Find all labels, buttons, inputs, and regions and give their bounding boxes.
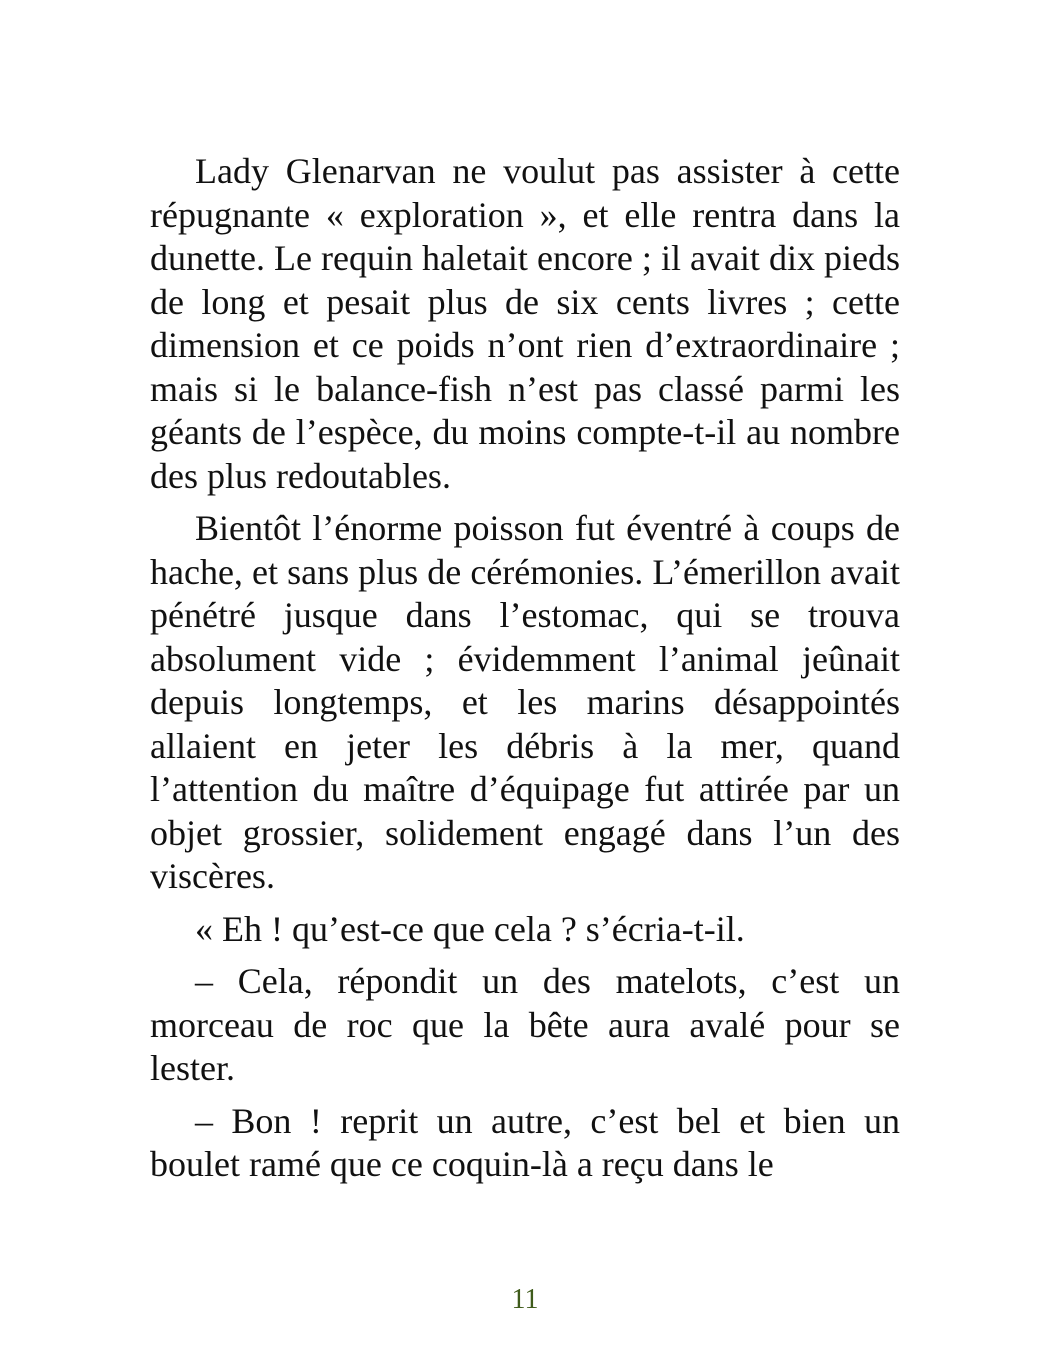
paragraph-boatswain-exclamation: « Eh ! qu’est-ce que cela ? s’écria-t-il. <box>195 908 745 949</box>
paragraph-shark-opened: Bientôt l’énorme poisson fut éventré à coups de hache, et sans plus de cérémonies. L’émerillon avait pénétré jusque dans l’estomac, qui se trouva absolument vide ; évidemment l’animal jeûnait depuis longtemps, et les marins désappointés allaient en jeter les débris à la mer, quand l’attention du maître d’équipage fut attirée par un objet grossier, solidement engagé dans l’un des viscères. <box>150 508 900 896</box>
paragraph-sailor-reply-cannonball: – Bon ! reprit un autre, c’est bel et bien un boulet ramé que ce coquin-là a reçu dans le <box>150 1100 900 1184</box>
page-body <box>150 150 900 1196</box>
paragraph-sailor-reply-rock: – Cela, répondit un des matelots, c’est un morceau de roc que la bête aura avalé pour se lester. <box>150 961 900 1088</box>
paragraph-shark-description: Lady Glenarvan ne voulut pas assister à cette répugnante « exploration », et elle rentra dans la dunette. Le requin haletait encore ; il avait dix pieds de long et pesait plus de six cents livres ; cette dimension et ce poids n’ont rien d’extraordinaire ; mais si le balance-fish n’est pas classé parmi les géants de l’espèce, du moins compte-t-il au nombre des plus redoutables. <box>150 151 900 496</box>
page-number: 11 <box>511 1284 539 1315</box>
